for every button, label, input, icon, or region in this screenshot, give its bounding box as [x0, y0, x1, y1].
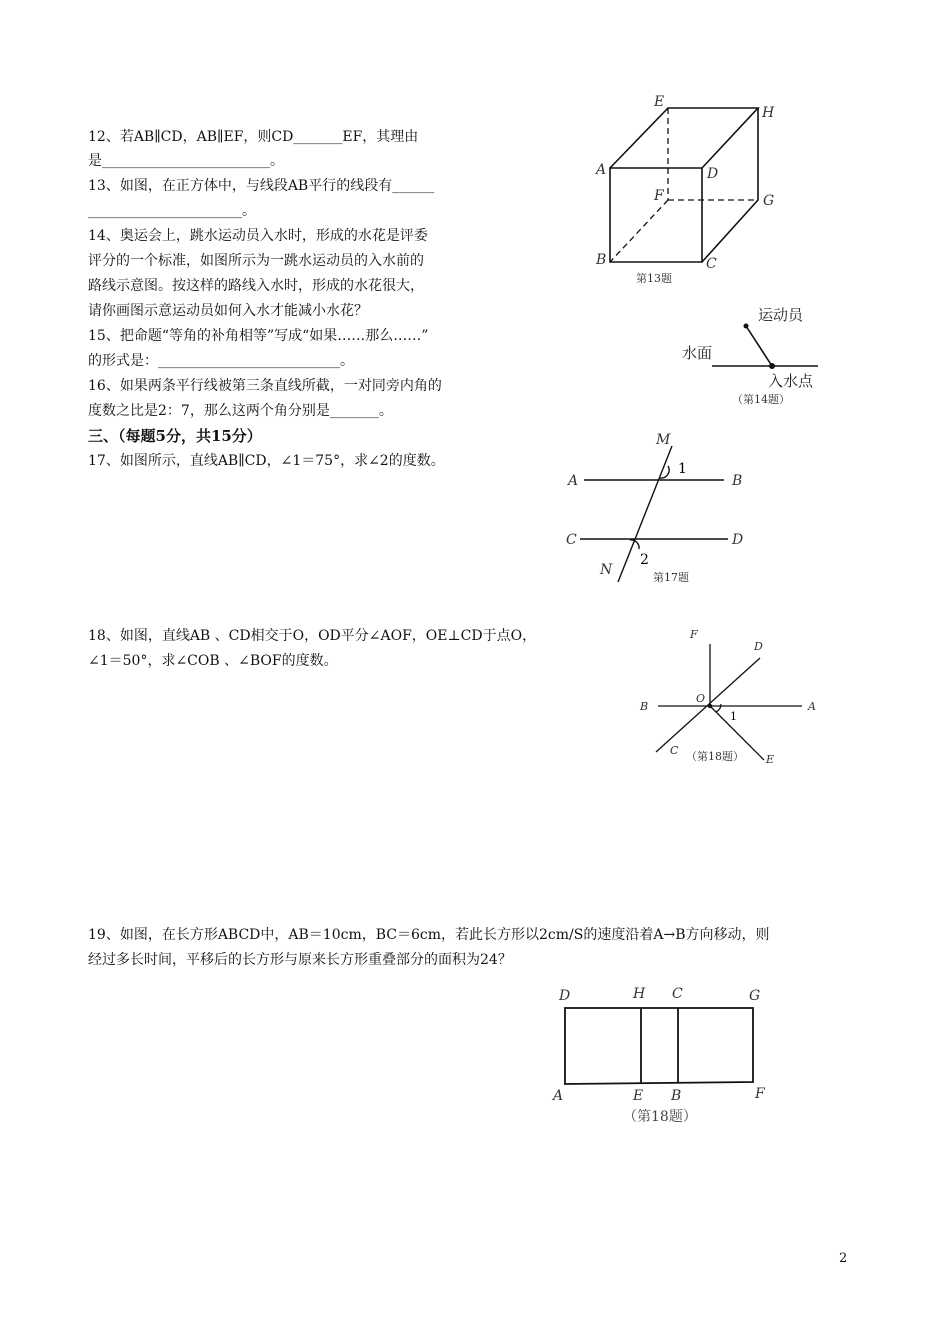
fig18-angle-1: 1 — [730, 710, 737, 723]
fig13-label-h: H — [762, 105, 775, 121]
fig18b-label-g: G — [749, 988, 761, 1004]
q16-line1: 16、如果两条平行线被第三条直线所截，一对同旁内角的 — [88, 378, 442, 394]
fig13-label-e: E — [654, 94, 665, 110]
page-number: 2 — [839, 1251, 848, 1266]
q15-line2: 的形式是：__________________________。 — [88, 353, 354, 369]
fig14-diver — [680, 298, 840, 410]
fig14-caption: （第14题） — [732, 393, 790, 406]
fig18-label-d: D — [754, 640, 763, 653]
q14-line4: 请你画图示意运动员如何入水才能减小水花？ — [88, 303, 368, 319]
fig17-angle-2: 2 — [640, 552, 649, 568]
q13-line2: ______________________。 — [88, 203, 256, 219]
fig14-entry-label: 入水点 — [768, 372, 814, 390]
fig13-label-c: C — [706, 256, 717, 272]
fig18b-label-h: H — [633, 986, 646, 1002]
q14-line2: 评分的一个标准，如图所示为一跳水运动员的入水前的 — [88, 253, 424, 269]
q12-line1: 12、若AB∥CD，AB∥EF，则CD_______EF，其理由 — [88, 129, 419, 145]
q18-line2: ∠1＝50°，求∠COB 、∠BOF的度数。 — [88, 653, 338, 669]
fig18b-label-c: C — [672, 986, 683, 1002]
fig17-label-m: M — [656, 432, 671, 448]
fig17-label-n: N — [600, 562, 613, 578]
fig18-intersecting-lines — [630, 622, 830, 772]
fig17-label-d: D — [732, 532, 744, 548]
q15-line1: 15、把命题“等角的补角相等”写成“如果……那么……” — [88, 328, 429, 344]
fig18b-label-e: E — [633, 1088, 644, 1104]
q18-line1: 18、如图，直线AB 、CD相交于O，OD平分∠AOF，OE⊥CD于点O， — [88, 628, 537, 644]
fig13-label-f: F — [654, 188, 664, 204]
q13-line1: 13、如图，在正方体中，与线段AB平行的线段有______ — [88, 178, 435, 194]
fig18-label-o: O — [696, 692, 706, 705]
fig18b-label-d: D — [559, 988, 571, 1004]
fig17-label-a: A — [568, 473, 579, 489]
fig13-label-a: A — [596, 162, 607, 178]
fig18-label-b: B — [640, 700, 649, 713]
section-3-heading: 三、（每题5分，共15分） — [88, 427, 262, 445]
fig13-label-b: B — [596, 252, 607, 268]
q12-line2: 是________________________。 — [88, 153, 284, 169]
q16-line2: 度数之比是2：7，那么这两个角分别是_______。 — [88, 403, 393, 419]
fig17-label-b: B — [732, 473, 743, 489]
fig18-label-a: A — [808, 700, 816, 713]
fig14-athlete-label: 运动员 — [758, 306, 804, 324]
fig17-angle-1: 1 — [678, 461, 687, 477]
fig18b-label-f: F — [755, 1086, 765, 1102]
fig18-rectangles — [545, 980, 785, 1130]
q19-line1: 19、如图，在长方形ABCD中，AB＝10cm，BC＝6cm，若此长方形以2cm/S的速度沿着A→B方向移动，则 — [88, 927, 770, 943]
q14-line3: 路线示意图。按这样的路线入水时，形成的水花很大， — [88, 278, 424, 294]
fig18-label-f: F — [690, 628, 698, 641]
q17-text: 17、如图所示，直线AB∥CD，∠1＝75°，求∠2的度数。 — [88, 453, 445, 469]
fig14-water-label: 水面 — [682, 344, 713, 362]
fig18a-caption: （第18题） — [686, 750, 744, 763]
fig18-label-c: C — [670, 744, 679, 757]
q19-line2: 经过多长时间，平移后的长方形与原来长方形重叠部分的面积为24？ — [88, 952, 512, 968]
fig18b-caption: （第18题） — [623, 1109, 697, 1125]
fig13-cube — [580, 90, 790, 290]
q14-line1: 14、奥运会上，跳水运动员入水时，形成的水花是评委 — [88, 228, 428, 244]
fig18-label-e: E — [766, 753, 775, 766]
fig18b-label-b: B — [671, 1088, 682, 1104]
fig17-caption: 第17题 — [653, 571, 689, 584]
fig17-label-c: C — [566, 532, 577, 548]
fig13-label-g: G — [763, 193, 775, 209]
fig13-caption: 第13题 — [636, 272, 672, 285]
fig13-label-d: D — [707, 166, 719, 182]
fig18b-label-a: A — [553, 1088, 564, 1104]
fig17-parallel-lines — [560, 428, 760, 588]
